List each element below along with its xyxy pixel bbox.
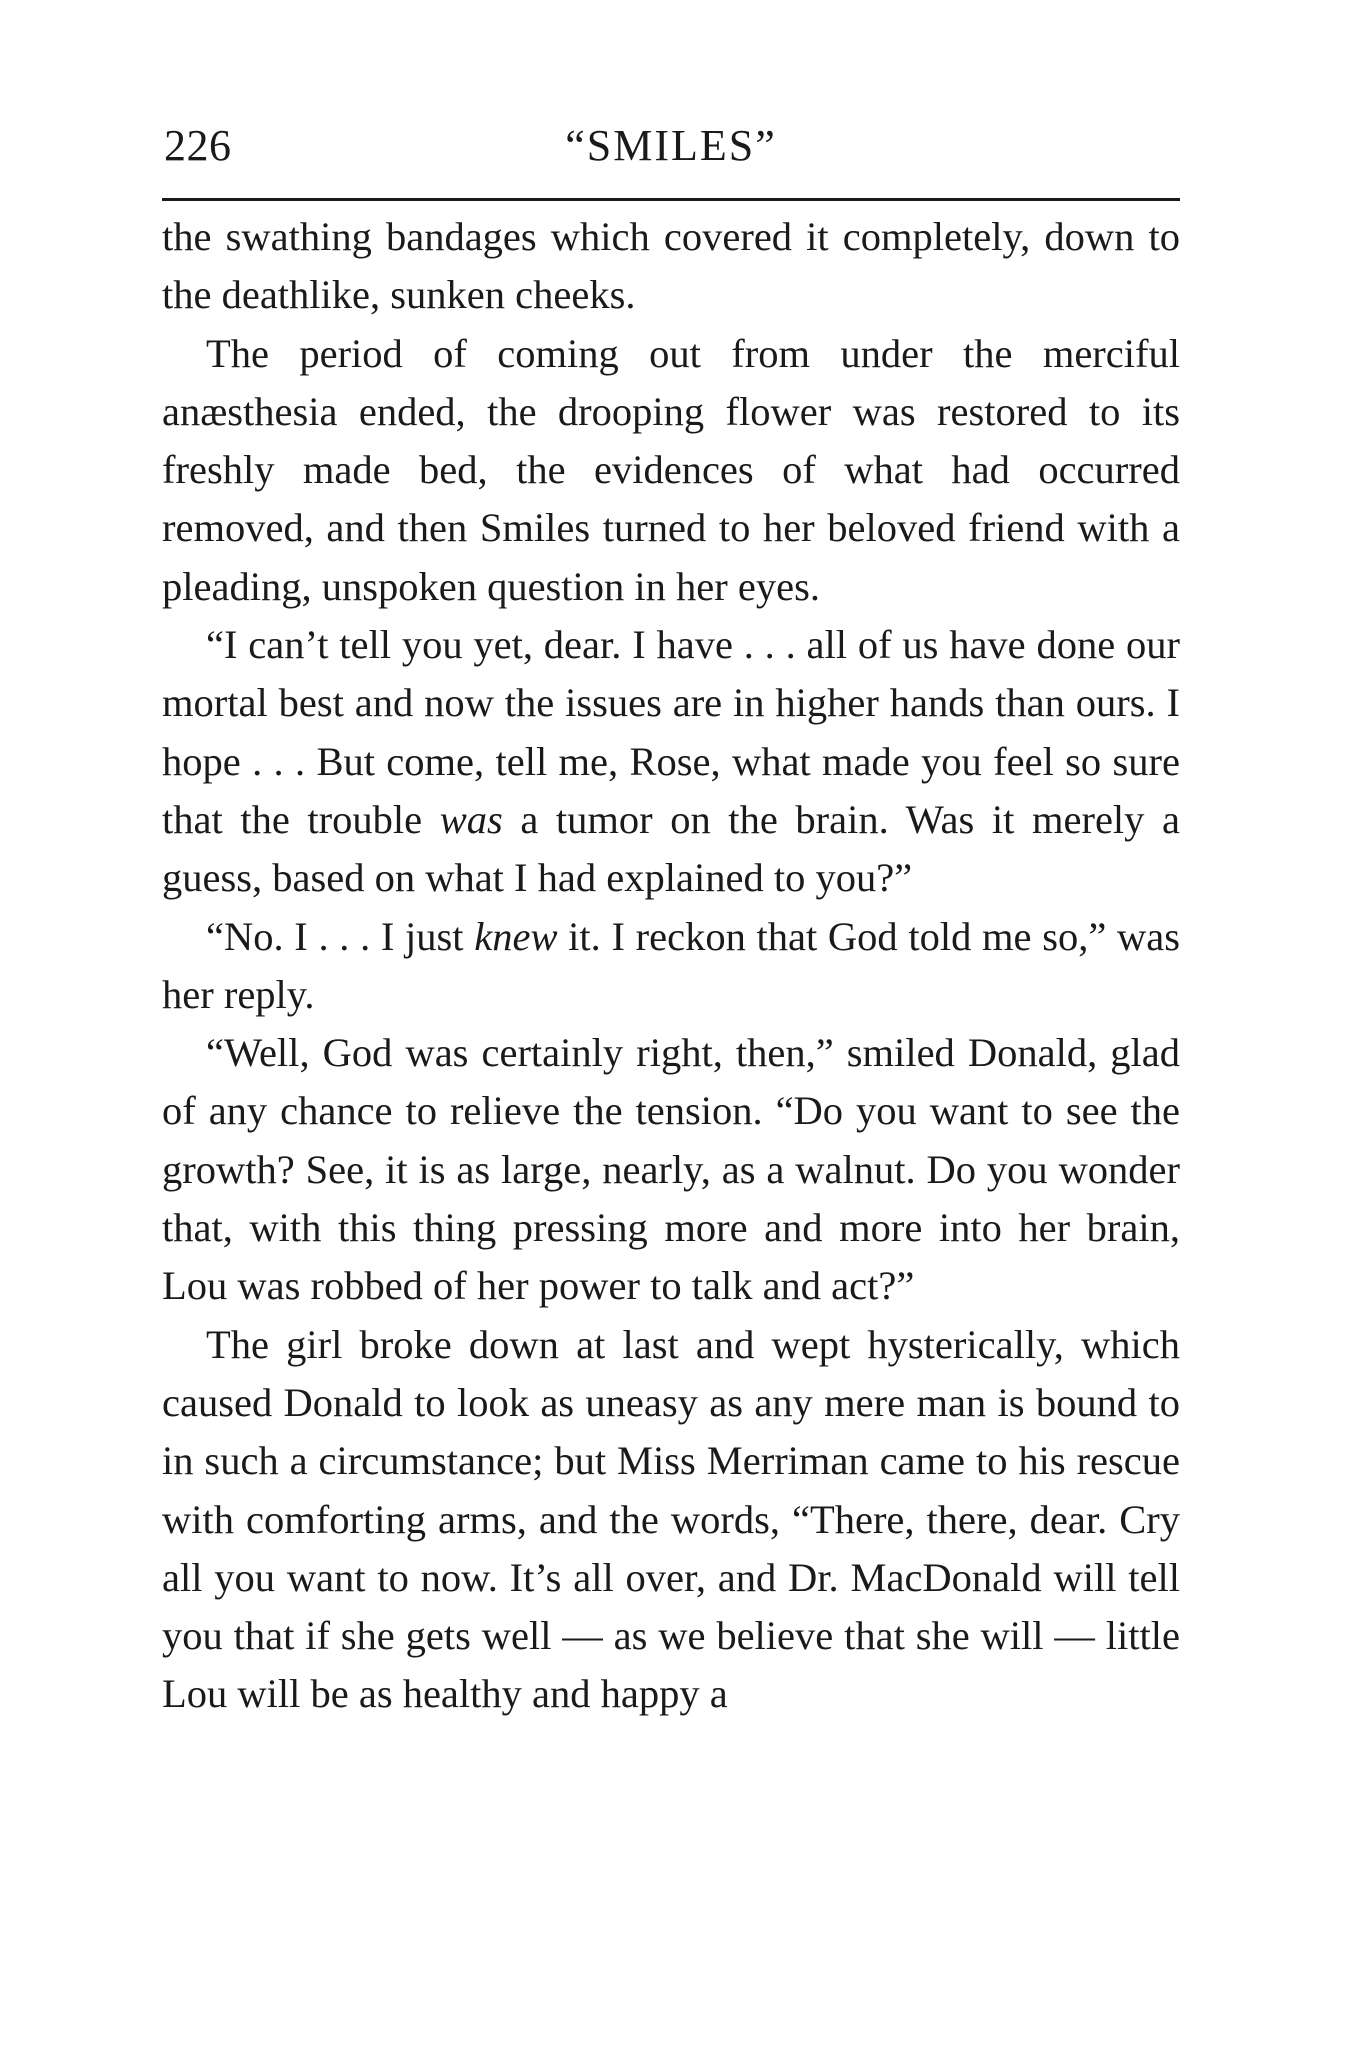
italic-word: was <box>439 796 503 842</box>
paragraph-text: “I can’t tell you yet, dear. I have . . . all of us have done our mortal best and now the issues are in higher hands than ours. I hope . . . But come, tell me, Rose, what made you feel so sure that the trouble <box>162 622 1180 842</box>
paragraph <box>162 908 1180 1025</box>
italic-word: knew <box>474 913 558 959</box>
paragraph-continued <box>162 208 1180 325</box>
paragraph-text: The period of coming out from under the merciful anæsthesia ended, the drooping flower was restored to its freshly made bed, the evidences of what had occurred removed, and then Smiles turned to her beloved friend with a pleading, unspoken question in her eyes. <box>162 330 1180 609</box>
paragraph <box>162 1024 1180 1315</box>
paragraph-continues-next-page <box>162 1316 1180 1724</box>
paragraph <box>162 616 1180 907</box>
paragraph-text: “Well, God was certainly right, then,” smiled Donald, glad of any chance to relieve the tension. “Do you want to see the growth? See, it is as large, nearly, as a walnut. Do you wonder that, with this thing pressing more and more into her brain, Lou was robbed of her power to talk and act?” <box>162 1030 1180 1309</box>
paragraph-text: The girl broke down at last and wept hysterically, which caused Donald to look as uneasy as any mere man is bound to in such a circumstance; but Miss Merriman came to his rescue with comforting arms, and the words, “There, there, dear. Cry all you want to now. It’s all over, and Dr. MacDonald will tell you that if she gets well — as we believe that she will — little Lou will be as healthy and happy a <box>162 1321 1180 1717</box>
running-head <box>162 112 1180 172</box>
book-page <box>162 0 1180 2053</box>
paragraph-text: a tumor on the brain. Was it merely a guess, based on what I had explained to you?” <box>162 796 1180 901</box>
header-rule <box>162 198 1180 201</box>
paragraph-text: it. I reckon that God told me so,” was her reply. <box>162 913 1180 1017</box>
paragraph-text: the swathing bandages which covered it completely, down to the deathlike, sunken cheeks. <box>162 214 1180 318</box>
running-title: “SMILES” <box>565 121 777 170</box>
body-text <box>162 208 1180 1724</box>
page-number: 226 <box>164 121 232 170</box>
paragraph-text: “No. I . . . I just <box>206 913 475 959</box>
paragraph <box>162 325 1180 616</box>
